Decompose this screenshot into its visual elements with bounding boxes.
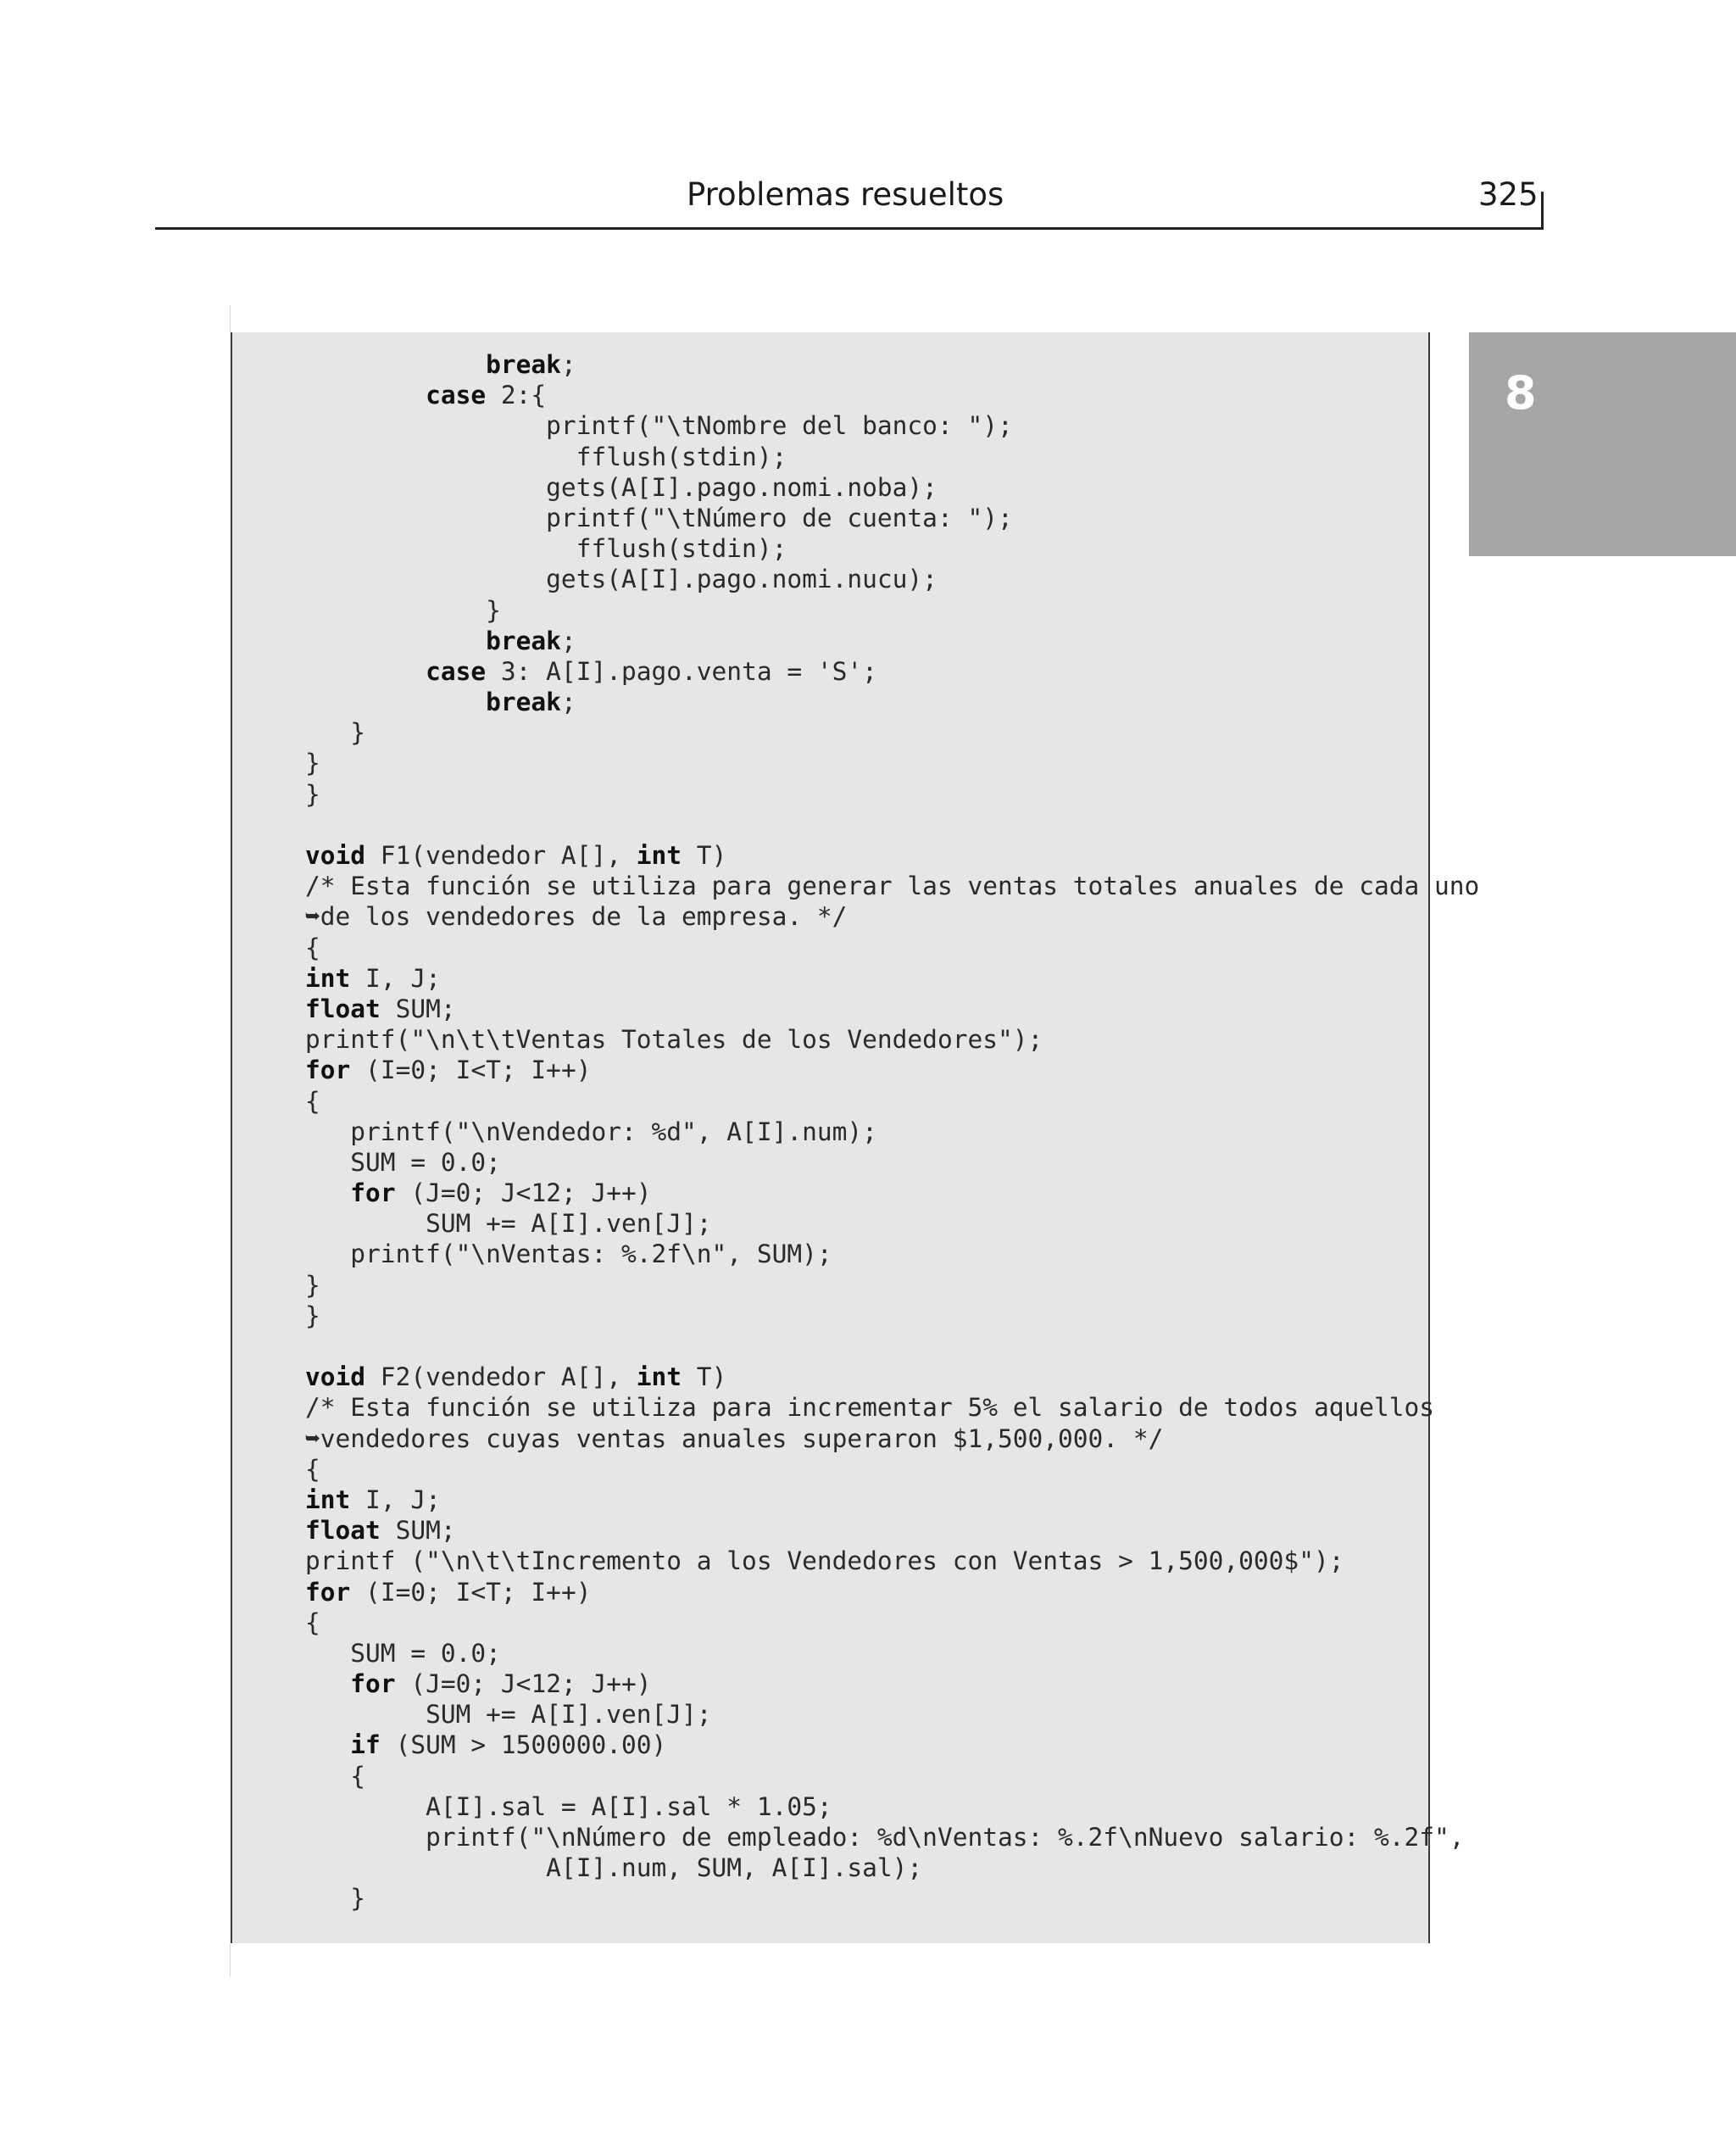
box-edge-bottom — [230, 1943, 231, 1977]
code-text: fflush(stdin); — [305, 534, 787, 564]
code-text: printf("\nNúmero de empleado: %d\nVentas: %.2f\nNuevo salario: %.2f", — [305, 1823, 1465, 1852]
code-text: gets(A[I].pago.nomi.nucu); — [305, 565, 938, 594]
code-line — [305, 1669, 1479, 1699]
code-line — [305, 1117, 1479, 1147]
code-text: } — [305, 595, 501, 625]
code-text: 3: A[I].pago.venta = 'S'; — [486, 656, 877, 686]
code-text: gets(A[I].pago.nomi.noba); — [305, 472, 938, 502]
code-text: printf("\nVendedor: %d", A[I].num); — [305, 1117, 877, 1146]
code-keyword: break — [486, 626, 561, 655]
code-text: SUM = 0.0; — [305, 1638, 501, 1668]
code-keyword: float — [305, 994, 381, 1023]
code-text: } — [305, 779, 320, 809]
code-text: SUM = 0.0; — [305, 1147, 501, 1177]
code-text: { — [305, 1086, 320, 1116]
code-line — [305, 1577, 1479, 1607]
code-text: SUM; — [380, 994, 456, 1023]
code-line — [305, 748, 1479, 778]
code-line — [305, 1607, 1479, 1638]
code-text: /* Esta función se utiliza para generar las ventas totales anuales de cada uno — [305, 872, 1480, 901]
code-keyword: break — [486, 350, 561, 379]
code-line — [305, 595, 1479, 626]
code-text: { — [305, 933, 320, 962]
code-line — [305, 1208, 1479, 1239]
code-keyword: for — [305, 1056, 351, 1085]
code-text: F1(vendedor A[], — [365, 841, 637, 870]
code-keyword: if — [350, 1730, 381, 1760]
code-line — [305, 564, 1479, 594]
code-line — [305, 840, 1479, 871]
code-text: { — [305, 1454, 320, 1484]
code-text — [305, 627, 486, 655]
code-line — [305, 1024, 1479, 1055]
code-line — [305, 380, 1479, 410]
code-text: F2(vendedor A[], — [365, 1362, 637, 1392]
code-line — [305, 1147, 1479, 1178]
code-text: printf("\n\t\tVentas Totales de los Vendedores"); — [305, 1025, 1043, 1055]
code-text: I, J; — [350, 1485, 441, 1514]
code-text: } — [305, 1884, 366, 1914]
code-text — [305, 381, 426, 409]
code-keyword: case — [426, 656, 487, 686]
code-keyword: float — [305, 1516, 381, 1546]
code-text: 2:{ — [486, 381, 547, 410]
code-box — [231, 332, 1480, 1943]
code-text: /* Esta función se utiliza para incrementar 5% el salario de todos aquellos — [305, 1393, 1435, 1423]
chapter-tab — [1469, 332, 1736, 556]
code-text: (I=0; I<T; I++) — [350, 1056, 592, 1085]
code-text — [305, 688, 486, 716]
running-title: Problemas resueltos — [687, 176, 1004, 213]
code-text: { — [305, 1761, 366, 1791]
code-line — [305, 1515, 1479, 1546]
code-keyword: case — [426, 381, 487, 410]
code-line — [305, 472, 1479, 503]
code-text: SUM; — [380, 1516, 456, 1546]
code-line — [305, 901, 1479, 932]
code-line — [305, 626, 1479, 656]
code-line — [305, 687, 1479, 717]
code-line — [305, 1362, 1479, 1392]
code-line — [305, 442, 1479, 472]
code-keyword: break — [486, 688, 561, 717]
code-line — [305, 1883, 1479, 1914]
code-text: printf("\nVentas: %.2f\n", SUM); — [305, 1240, 832, 1269]
code-text: T) — [682, 841, 727, 870]
header-tick — [1541, 192, 1544, 230]
code-line — [305, 871, 1479, 901]
code-line — [305, 349, 1479, 380]
code-line — [305, 1546, 1479, 1576]
chapter-number: 8 — [1505, 366, 1537, 420]
code-text: A[I].sal = A[I].sal * 1.05; — [305, 1791, 832, 1821]
code-line — [305, 503, 1479, 533]
code-line — [305, 533, 1479, 564]
code-line — [305, 810, 1479, 840]
code-line — [305, 1178, 1479, 1208]
code-text — [305, 350, 486, 379]
code-keyword: void — [305, 841, 366, 870]
code-text: ➥de los vendedores de la empresa. */ — [305, 902, 848, 932]
code-line — [305, 779, 1479, 810]
code-text: SUM += A[I].ven[J]; — [305, 1700, 712, 1730]
code-text — [305, 1730, 350, 1759]
code-text: } — [305, 1301, 320, 1330]
code-text — [305, 1669, 350, 1698]
code-text: ; — [560, 626, 576, 655]
code-line — [305, 1730, 1479, 1760]
code-text: } — [305, 749, 320, 778]
code-line — [305, 963, 1479, 994]
code-line — [305, 1239, 1479, 1269]
page-number: 325 — [1478, 176, 1538, 213]
code-line — [305, 1454, 1479, 1485]
code-text: A[I].num, SUM, A[I].sal); — [305, 1853, 923, 1883]
code-line — [305, 1852, 1479, 1883]
code-line — [305, 1331, 1479, 1362]
code-line — [305, 1086, 1479, 1117]
code-line — [305, 1485, 1479, 1515]
code-text: } — [305, 718, 366, 748]
code-text — [305, 1178, 350, 1207]
code-text: ; — [560, 350, 576, 379]
code-text: ; — [560, 688, 576, 717]
code-line — [305, 1822, 1479, 1852]
code-text: T) — [682, 1362, 727, 1392]
code-keyword: int — [636, 1362, 682, 1392]
code-line — [305, 1055, 1479, 1085]
code-line — [305, 410, 1479, 441]
code-text: (I=0; I<T; I++) — [350, 1577, 592, 1607]
code-line — [305, 1423, 1479, 1454]
code-line — [305, 1392, 1479, 1423]
code-text: printf("\tNombre del banco: "); — [305, 411, 1013, 441]
code-text: (J=0; J<12; J++) — [395, 1178, 652, 1208]
code-line — [305, 1301, 1479, 1331]
code-line — [305, 656, 1479, 687]
code-text: (SUM > 1500000.00) — [380, 1730, 667, 1760]
code-keyword: void — [305, 1362, 366, 1392]
code-text: (J=0; J<12; J++) — [395, 1669, 652, 1699]
code-line — [305, 994, 1479, 1024]
code-text: SUM += A[I].ven[J]; — [305, 1209, 712, 1239]
code-text: printf("\tNúmero de cuenta: "); — [305, 503, 1013, 532]
code-line — [305, 1638, 1479, 1669]
code-text: { — [305, 1607, 320, 1637]
code-keyword: for — [350, 1669, 396, 1699]
code-keyword: int — [636, 841, 682, 870]
code-text: } — [305, 1270, 320, 1300]
header-rule — [155, 227, 1544, 230]
code-text — [305, 657, 426, 686]
box-edge-top — [230, 305, 231, 332]
code-line — [305, 1699, 1479, 1730]
code-listing — [305, 349, 1479, 1914]
code-keyword: int — [305, 963, 351, 993]
code-line — [305, 1791, 1479, 1822]
code-text: printf ("\n\t\tIncremento a los Vendedores con Ventas > 1,500,000$"); — [305, 1546, 1344, 1576]
code-keyword: int — [305, 1485, 351, 1514]
code-text: fflush(stdin); — [305, 442, 787, 471]
code-line — [305, 1761, 1479, 1791]
code-text: I, J; — [350, 963, 441, 993]
code-text: ➥vendedores cuyas ventas anuales superaron $1,500,000. */ — [305, 1423, 1164, 1453]
code-line — [305, 1270, 1479, 1301]
code-keyword: for — [305, 1577, 351, 1607]
code-keyword: for — [350, 1178, 396, 1208]
code-line — [305, 933, 1479, 963]
code-line — [305, 717, 1479, 748]
